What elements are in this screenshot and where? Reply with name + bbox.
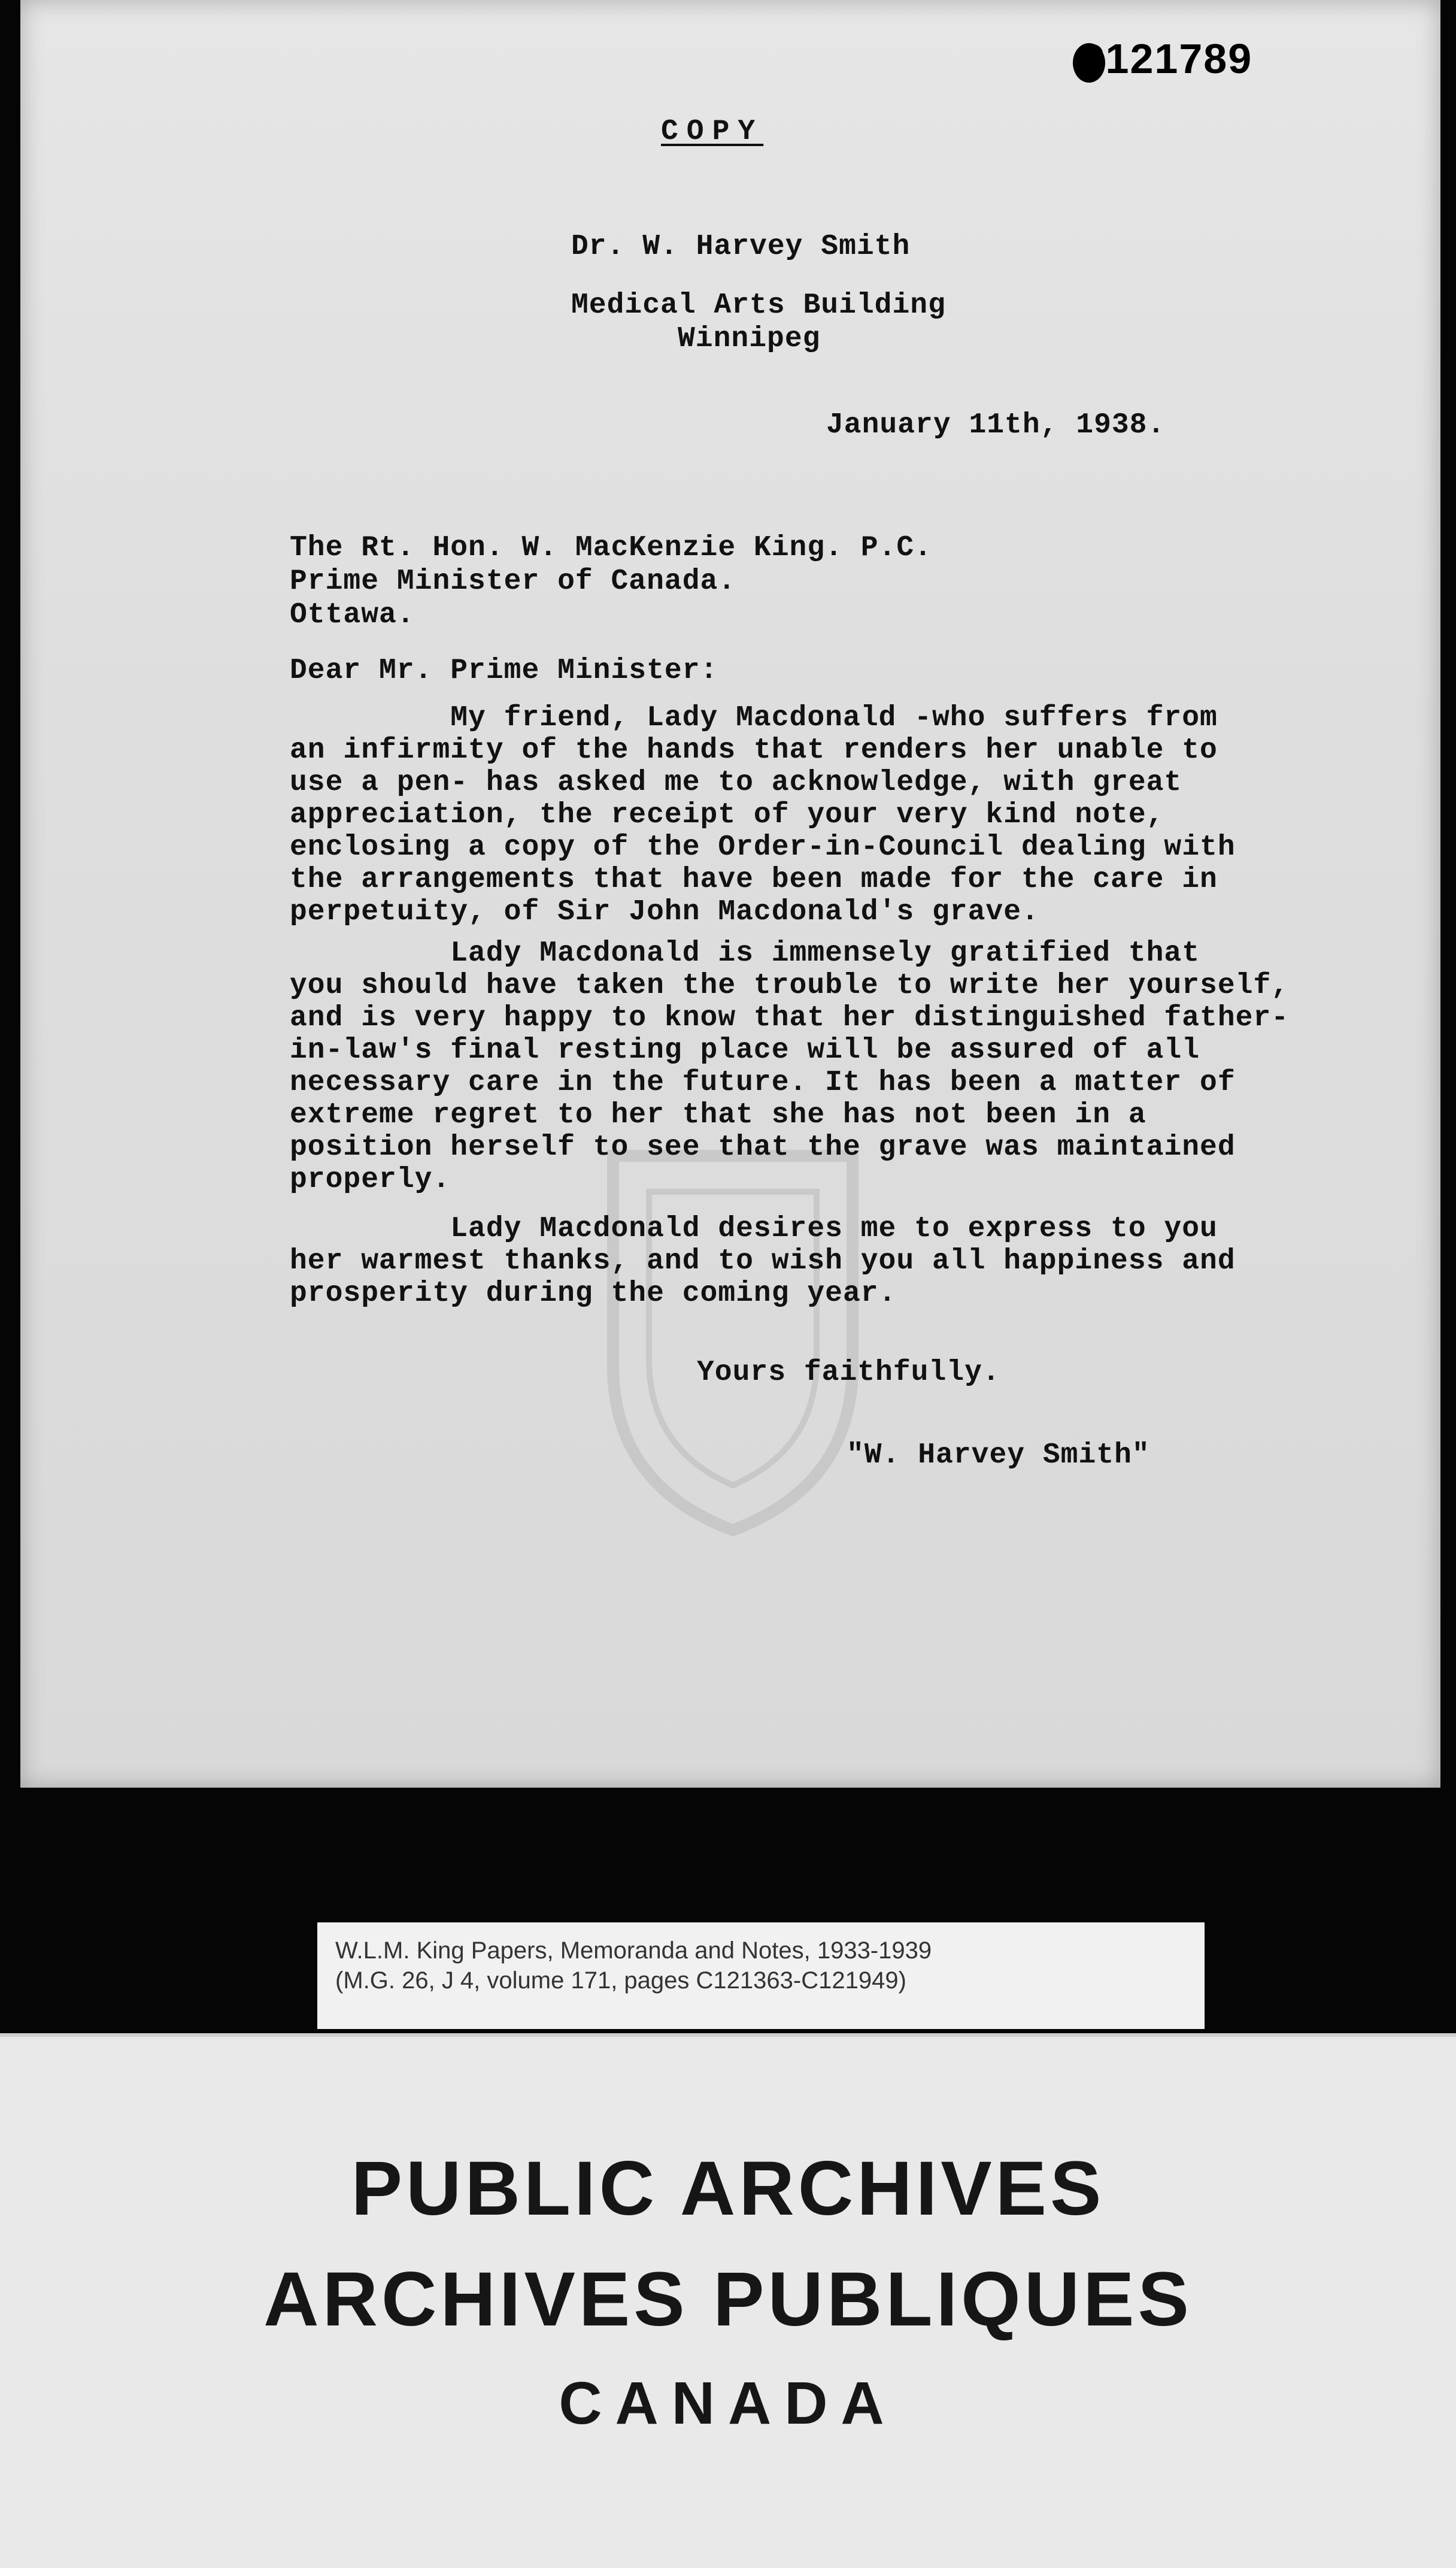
recipient-name: The Rt. Hon. W. MacKenzie King. P.C.: [290, 532, 932, 564]
archives-title-english: PUBLIC ARCHIVES: [351, 2146, 1105, 2231]
recipient-city: Ottawa.: [290, 599, 415, 631]
letter-date: January 11th, 1938.: [826, 409, 1166, 441]
body-paragraph: Lady Macdonald is immensely gratified that you should have taken the trouble to write her yourself, and is very happy to know that her distinguished father- in-law's final resting place will be assured of all necessary care in the future. It has been a matter of extreme regret to her that she has not been in a position herself to see that the grave was maintained properly.: [290, 937, 1290, 1196]
letter-sheet: [20, 0, 1440, 1788]
archives-title-french: ARCHIVES PUBLIQUES: [263, 2257, 1193, 2342]
archive-label-line: (M.G. 26, J 4, volume 171, pages C121363-C121949): [335, 1967, 906, 1994]
archives-country: CANADA: [559, 2370, 897, 2437]
sender-name: Dr. W. Harvey Smith: [571, 231, 911, 263]
sender-building: Medical Arts Building: [571, 289, 946, 322]
salutation: Dear Mr. Prime Minister:: [290, 655, 718, 687]
sender-city: Winnipeg: [678, 323, 821, 355]
closing: Yours faithfully.: [697, 1356, 1000, 1389]
archive-label-line: W.L.M. King Papers, Memoranda and Notes, 1933-1939: [335, 1937, 932, 1964]
body-paragraph: Lady Macdonald desires me to express to you her warmest thanks, and to wish you all happiness and prosperity during the coming year.: [290, 1213, 1236, 1310]
archive-reference-label: [317, 1922, 1205, 2029]
archives-panel: [0, 2033, 1456, 2568]
body-paragraph: My friend, Lady Macdonald -who suffers from an infirmity of the hands that renders her unable to use a pen- has asked me to acknowledge, with great appreciation, the receipt of your very kind note, enclosing a copy of the Order-in-Council dealing with the arrangements that have been made for the care in perpetuity, of Sir John Macdonald's grave.: [290, 702, 1236, 928]
copy-heading: COPY: [661, 116, 764, 148]
reference-number: C121789: [1074, 35, 1253, 82]
recipient-title: Prime Minister of Canada.: [290, 565, 736, 598]
signature: "W. Harvey Smith": [847, 1439, 1150, 1471]
